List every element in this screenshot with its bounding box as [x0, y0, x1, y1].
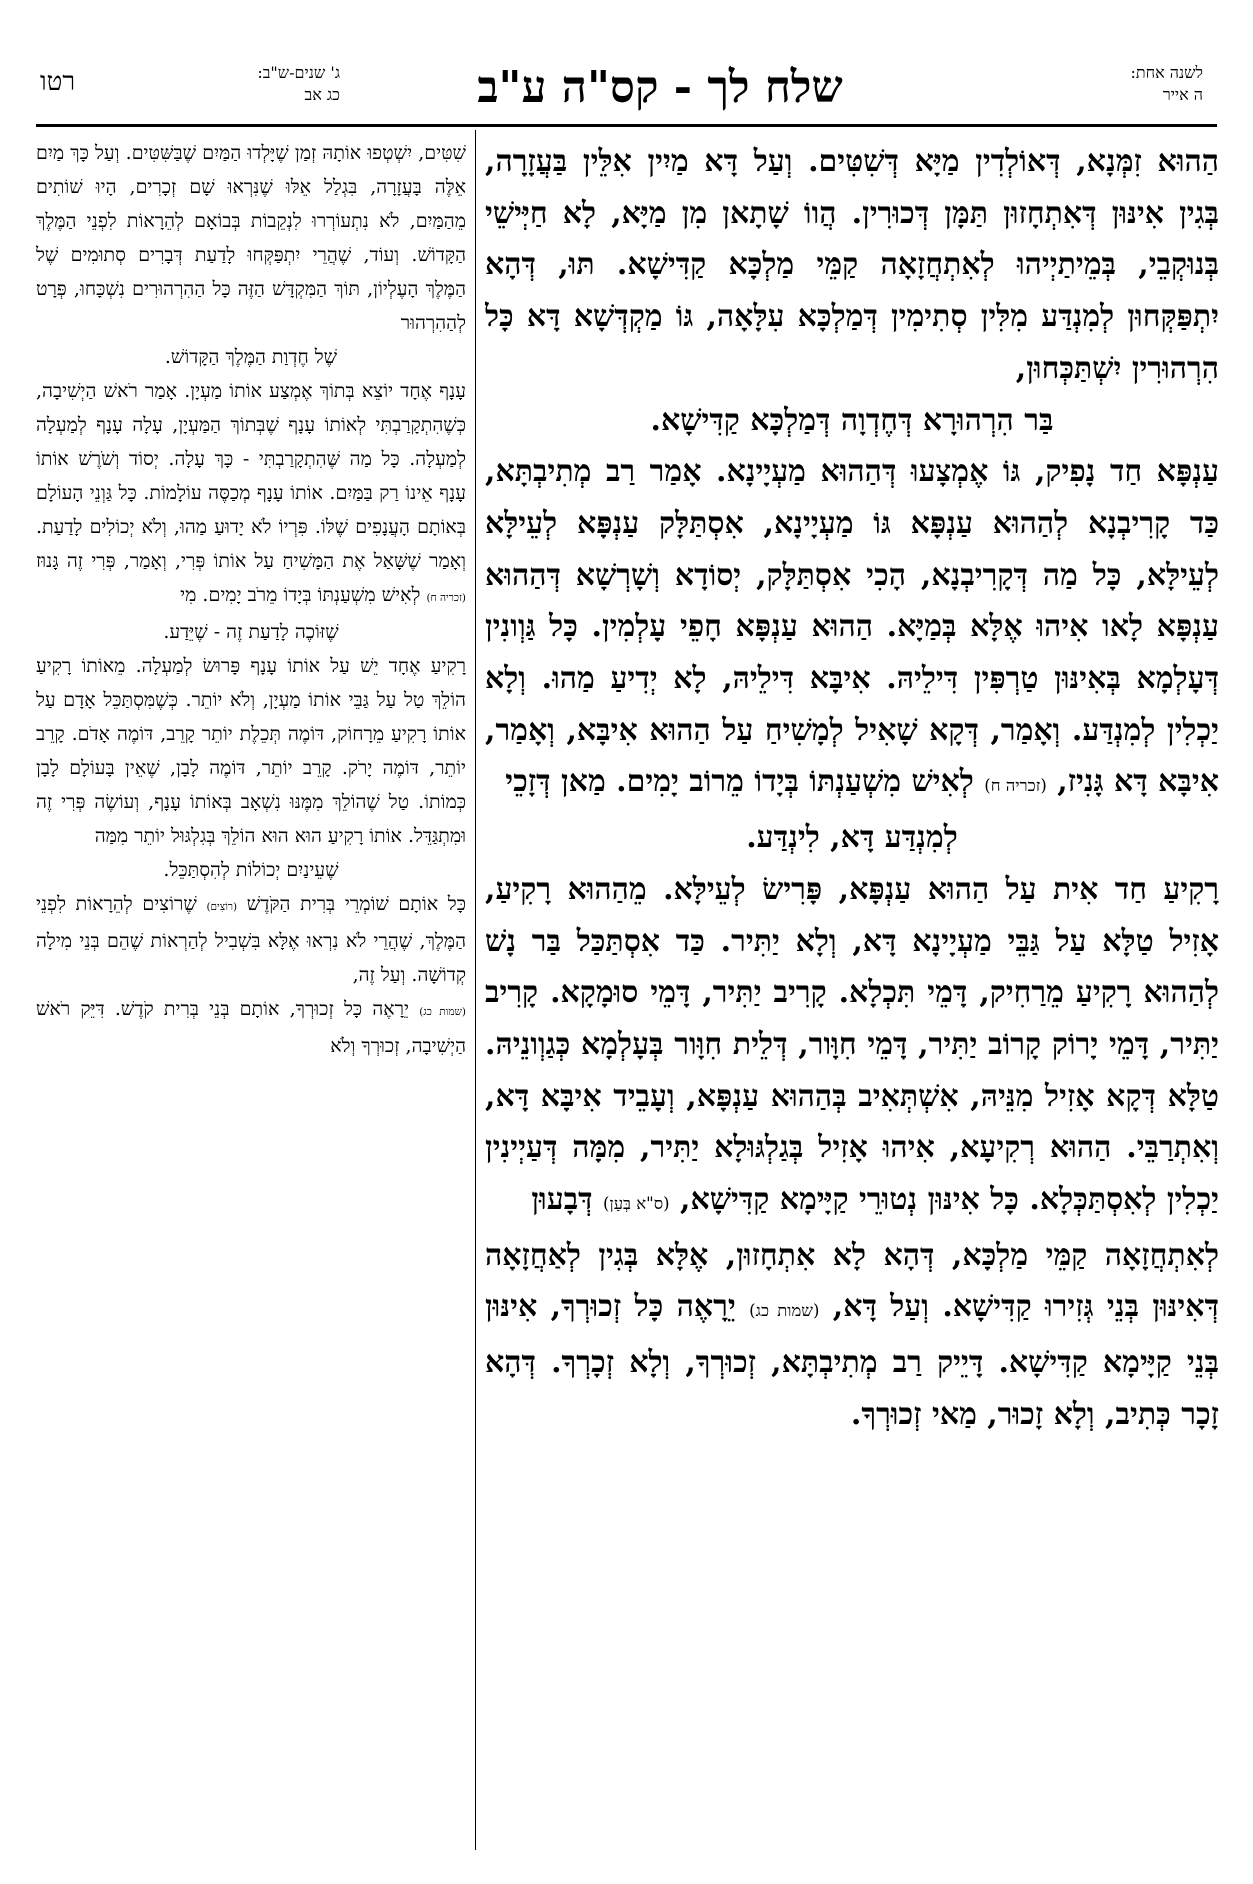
main-paragraph-text: בַּר הִרְהוּרָא דְּחֶדְוָה דְּמַלְכָּא קַדִּישָׁא. — [650, 402, 1054, 438]
translation-paragraph-text: עָנָף אֶחָד יוֹצֵא בְּתוֹךְ אֶמְצַע אוֹתוֹ מַעְיָן. אָמַר רֹאשׁ הַיְשִׁיבָה, כְּשֶׁהִתְקָרַבְתִּי לְאוֹתוֹ עָנָף שֶׁבְּתוֹךְ הַמַּעְיָן, עָלָה עָנָף לְמַעְלָה לְמַעְלָה. כָּל מַה שֶּׁהִתְקָרַבְתִּי - כָּךְ עָלָה. יְסוֹד וְשֹׁרֶשׁ אוֹתוֹ עָנָף אֵינוֹ רַק בַּמַּיִם. אוֹתוֹ עָנָף מְכַסֶּה עוֹלָמוֹת. כָּל גַּוְנֵי הָעוֹלָם בְּאוֹתָם הָעֲנָפִים שֶׁלּוֹ. פִּרְיוֹ לֹא יָדוּעַ מַהוּ, וְלֹא יְכוֹלִים לָדַעַת. וְאָמַר שֶׁשָּׁאַל אֶת הַמָּשִׁיחַ עַל אוֹתוֹ פְּרִי, וְאָמַר, פְּרִי זֶה גָּנוּז — [36, 380, 466, 572]
main-paragraph-text: לְאִתְחֲזָאָה קַמֵּי מַלְכָּא, דְּהָא לָא אִתְחָזוּן, אֶלָּא בְּגִין לְאַחֲזָאָה דְּאִינּוּן בְּנֵי גְּזִירוּ קַדִּישָׁא. וְעַל דָּא, — [485, 1237, 1219, 1325]
translation-paragraph — [36, 992, 466, 1063]
translation-paragraph — [36, 374, 466, 615]
translation-verse-reference: (זכריה ח) — [426, 592, 466, 604]
main-paragraph — [485, 1230, 1219, 1441]
translation-paragraph — [36, 615, 466, 649]
main-paragraph — [485, 812, 1219, 864]
main-verse-reference: (זכריה ח) — [984, 776, 1047, 796]
main-paragraph — [485, 864, 1219, 1230]
translation-paragraph-text: שֶׁל חֶדְוַת הַמֶּלֶךְ הַקָּדוֹשׁ. — [164, 346, 338, 368]
translation-paragraph — [36, 649, 466, 853]
header-study-schedule-three-years — [130, 62, 340, 126]
translation-paragraph-text: שֶׁעֵינַיִם יְכוֹלוֹת לְהִסְתַּכֵּל. — [163, 859, 339, 881]
page-title: שלח לך - קס"ה ע"ב — [477, 62, 843, 113]
main-paragraph — [485, 136, 1219, 395]
main-paragraph-text: עַנְפָּא חַד נָפִיק, גּוֹ אֶמְצָעוּ דְּהַהוּא מַעְיָינָא. אָמַר רַב מְתִיבְתָּא, כַּד קָרִיבְנָא לְהַהוּא עַנְפָּא גּוֹ מַעְיָינָא, אִסְתַּלָּק עַנְפָּא לְעֵילָּא לְעֵילָּא, כָּל מַה דְּקָרִיבְנָא, הָכִי אִסְתַּלָּק, יְסוֹדָא וְשָׁרְשָׁא דְּהַהוּא עַנְפָּא לָאו אִיהוּ אֶלָּא בְּמַיָּא. הַהוּא עַנְפָּא חָפֵי עָלְמִין. כָּל גַּוְונִין דְּעָלְמָא בְּאִינּוּן טַרְפִּין דִּילֵיהּ. אִיבָּא דִּילֵיהּ, לָא יְדִיעַ מַהוּ. וְלָא יַכְלִין לְמִנְדַּע. וְאָמַר, דְּקָא שָׁאִיל לְמָשִׁיחַ עַל הַהוּא אִיבָּא, וְאָמַר, אִיבָּא דָּא גָּנִיז, — [485, 454, 1219, 800]
main-verse-reference: (ס"א בְּעַן) — [603, 1194, 670, 1214]
main-paragraph-continuation: לְאִישׁ מִשְׁעַנְתּוֹ בְּיָדוֹ מֵרוֹב יָמִים. מַאן דְּזָכֵי — [505, 764, 974, 800]
translation-paragraph-continuation: שֶׁרוֹצִים לְהֵרָאוֹת לִפְנֵי הַמֶּלֶךְ, שֶׁהֲרֵי לֹא נִרְאוּ אֶלָּא בִּשְׁבִיל לְהַרְאוֹת שֶׁהֵם בְּנֵי מִילָה קְדוֹשָׁה. וְעַל זֶה, — [36, 893, 466, 986]
translation-paragraph-text: שִׁטִּים, יִשְׁטְפוּ אוֹתָהּ זְמַן שֶׁיָּלְדוּ הַמַּיִם שֶׁבַּשִּׁטִּים. וְעַל כָּךְ מַיִם אֵלֶּה בָּעֲזָרָה, בִּגְלַל אֵלּוּ שֶׁנִּרְאוּ שָׁם זְכָרִים, הָיוּ שׁוֹתִים מֵהַמַּיִם, לֹא נִתְעוֹרְרוּ לִנְקֵבוֹת בְּבוֹאָם לְהֵרָאוֹת לִפְנֵי הַמֶּלֶךְ הַקָּדוֹשׁ. וְעוֹד, שֶׁהֲרֵי יִתְפַּקְּחוּ לָדַעַת דְּבָרִים סְתוּמִים שֶׁל הַמֶּלֶךְ הָעֶלְיוֹן, תּוֹךְ הַמִּקְדָּשׁ הַזֶּה כָּל הַהִרְהוּרִים נִשְׁכָּחוּ, פְּרָט לְהַהִרְהוּר — [36, 142, 466, 334]
main-paragraph-text: רָקִיעַ חַד אִית עַל הַהוּא עַנְפָּא, פָּרִישׂ לְעֵילָּא. מֵהַהוּא רָקִיעַ, אָזִיל טַלָּא עַל גַּבֵּי מַעְיָינָא דָּא, וְלָא יַתִּיר. כַּד אִסְתַּכַּל בַּר נָשׁ לְהַהוּא רָקִיעַ מֵרַחִיק, דָּמֵי תִּכְלָא. קָרִיב יַתִּיר, דָּמֵי סוּמָקָא. קָרִיב יַתִּיר, דָּמֵי יָרוֹק קָרוֹב יַתִּיר, דָּמֵי חִוָּור, דְּלֵית חִוָּור בְּעָלְמָא כְּגַוְונֵיהּ. טַלָּא דְּקָא אָזִיל מִנֵּיהּ, אִשְׁתְּאִיב בְּהַהוּא עַנְפָּא, וְעָבֵיד אִיבָּא דָּא, וְאִתְרַבֵּי. הַהוּא רְקִיעָא, אִיהוּ אָזִיל בְּגַלְגּוּלָא יַתִּיר, מִמָּה דְּעַיְינִין יַכְלִין לְאִסְתַּכְּלָא. כָּל אִינּוּן נְטוּרֵי קַיָּימָא קַדִּישָׁא, — [485, 871, 1219, 1218]
translation-paragraph-continuation: לְאִישׁ מִשְׁעַנְתּוֹ בְּיָדוֹ מֵרֹב יָמִים. מִי — [180, 584, 421, 606]
column-divider — [475, 130, 476, 1850]
main-paragraph-continuation: יֵרָאֶה כָּל זְכוּרְךָ, אִינּוּן בְּנֵי קַיָּימָא קַדִּישָׁא. דָּיֵיק רַב מְתִיבְתָּא, זְכוּרְךָ, וְלָא זְכָרְךָ. דְּהָא זָכָר כְּתִיב, וְלָא זָכוּר, מַאי זְכוּרְךָ. — [485, 1289, 1219, 1432]
translation-paragraph-text: שֶׁזּוֹכֶה לָדַעַת זֶה - שֶׁיֵּדַע. — [163, 621, 339, 643]
main-paragraph-continuation: דְּבָעוּן — [531, 1182, 593, 1218]
translation-paragraph-text: כָּל אוֹתָם שׁוֹמְרֵי בְּרִית הַקֹּדֶשׁ — [246, 893, 466, 915]
main-verse-reference: (שמות כג) — [749, 1301, 820, 1321]
header-divider — [36, 124, 1217, 127]
page-number: רטו — [40, 67, 76, 97]
header-three-years-date: כג אב — [304, 85, 340, 104]
main-paragraph-text: לְמִנְדַּע דָּא, לִינְדַּע. — [746, 820, 958, 856]
translation-verse-reference: (שמות כג) — [419, 1006, 466, 1018]
translation-paragraph — [36, 340, 466, 374]
main-paragraph — [485, 446, 1219, 812]
main-text-column — [485, 136, 1219, 1856]
header-study-schedule-one-year — [1033, 62, 1203, 126]
translation-column — [36, 136, 466, 1856]
translation-paragraph-continuation: יֵרָאֶה כָּל זְכוּרְךָ, אוֹתָם בְּנֵי בְּרִית קֹדֶשׁ. דִּיֵּק רֹאשׁ הַיְשִׁיבָה, זְכוּרְךָ וְלֹא — [36, 998, 466, 1057]
header-one-year-label: לשנה אחת: — [1130, 63, 1203, 82]
header-one-year-date: ה אייר — [1162, 85, 1203, 104]
translation-paragraph — [36, 853, 466, 887]
header-three-years-label: ג' שנים-ש"ב: — [257, 63, 340, 82]
main-paragraph-text: הַהוּא זִמְּנָא, דְּאוֹלְדִין מַיָּא דְּשִׁטִּים. וְעַל דָּא מַיִין אִלֵּין בַּעֲזָרָה, בְּגִין אִינּוּן דְּאִתְחָזוּן תַּמָּן דְּכוּרִין. הֲווֹ שָׁתָאן מִן מַיָּא, לָא חַיְּישֵׁי בְּנוּקְבֵי, בְּמֵיתַיְיהוּ לְאִתְחֲזָאָה קַמֵּי מַלְכָּא קַדִּישָׁא. תּוּ, דְּהָא יִתְפַּקְּחוּן לְמִנְדַּע מִלִּין סְתִימִין דְּמַלְכָּא עִלָּאָה, גּוֹ מַקְדְּשָׁא דָּא כָּל הִרְהוּרִין יִשְׁתַּכְּחוּן, — [485, 144, 1219, 386]
translation-paragraph — [36, 887, 466, 992]
translation-verse-reference: (רוֹצִים) — [206, 901, 238, 913]
main-paragraph — [485, 395, 1219, 447]
translation-paragraph — [36, 136, 466, 340]
translation-paragraph-text: רָקִיעַ אֶחָד יֵשׁ עַל אוֹתוֹ עָנָף פָּרוּשׂ לְמַעְלָה. מֵאוֹתוֹ רָקִיעַ הוֹלֵךְ טַל עַל גַּבֵּי אוֹתוֹ מַעְיָן, וְלֹא יוֹתֵר. כְּשֶׁמִּסְתַּכֵּל אָדָם עַל אוֹתוֹ רָקִיעַ מֵרָחוֹק, דּוֹמֶה תְּכֵלֶת יוֹתֵר קָרֵב, דּוֹמֶה אָדֹם. קָרֵב יוֹתֵר, דּוֹמֶה יָרֹק. קָרֵב יוֹתֵר, דּוֹמֶה לָבָן, שֶׁאֵין בָּעוֹלָם לָבָן כְּמוֹתוֹ. טַל שֶׁהוֹלֵךְ מִמֶּנּוּ נִשְׁאָב בְּאוֹתוֹ עָנָף, וְעוֹשֶׂה פְּרִי זֶה וּמִתְגַּדֵּל. אוֹתוֹ רָקִיעַ הוּא הוּא הוֹלֵךְ בְּגִלְגּוּל יוֹתֵר מִמַּה — [36, 655, 466, 847]
